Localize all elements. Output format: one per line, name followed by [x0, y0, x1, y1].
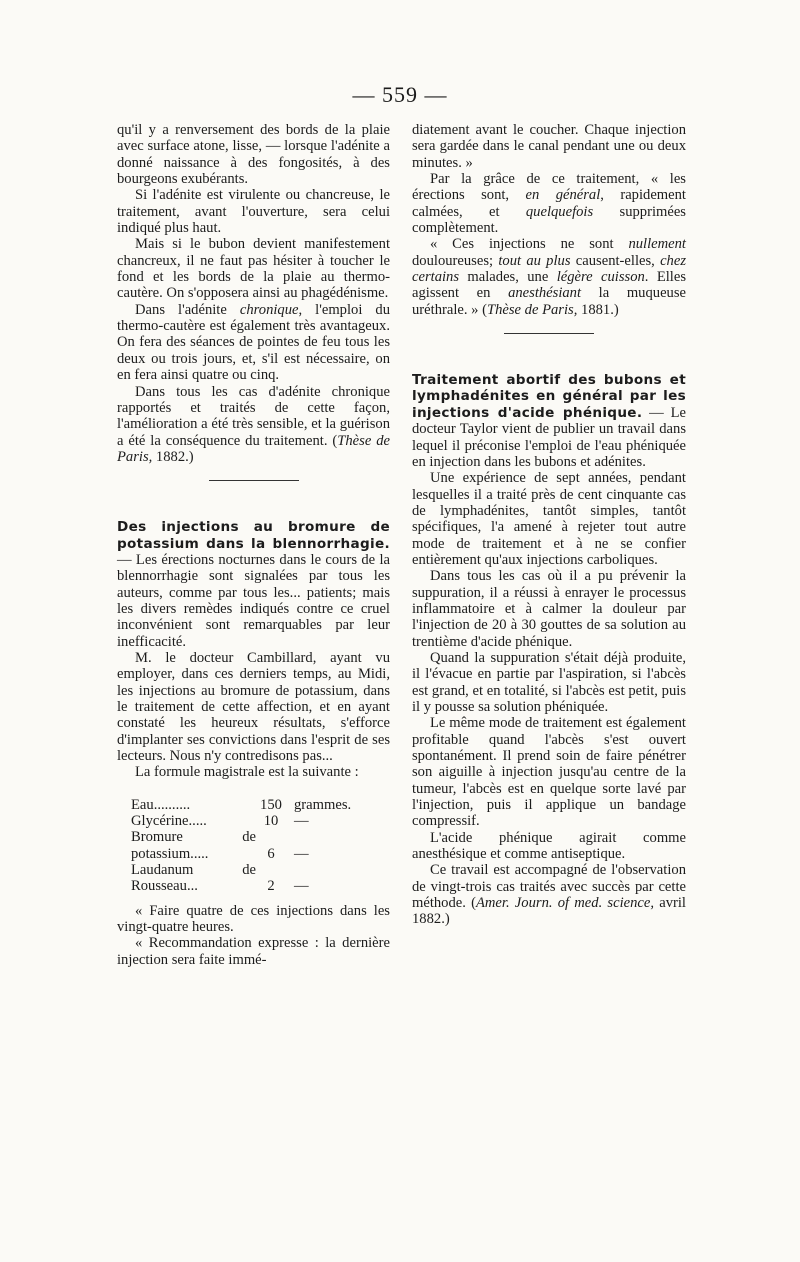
paragraph: M. le docteur Cambillard, ayant vu employer, dans ces derniers temps, au Midi, les injections au bromure de potassium, dans le traitement de cette affection, et en ayant constaté les heureux résultats, s'efforce d'implanter ses convictions dans l'esprit de ses lecteurs. Nous n'y contredisons pas...: [117, 649, 390, 765]
unit: —: [294, 845, 309, 862]
paragraph: Si l'adénite est virulente ou chancreuse, le traitement, avant l'ouverture, sera celui indiqué plus haut.: [117, 187, 390, 237]
paragraph: Dans tous les cas où il a pu prévenir la suppuration, il a réussi à enrayer le processus inflammatoire et à calmer la douleur par l'injection de 20 à 30 gouttes de sa solution au trentième d'acide phénique.: [412, 568, 686, 650]
paragraph: « Recommandation expresse : la dernière injection sera faite immé-: [117, 935, 390, 968]
paragraph: La formule magistrale est la suivante :: [135, 764, 359, 781]
section-heading: Des injections au bromure de potassium dans la blennorrhagie. — Les érections nocturnes dans le cours de la blennorrhagie sont signalées par tous les auteurs, comme par tous les... patients; mais les divers remèdes indiqués contre ce cruel inconvénient sont remarquables par leur inefficacité.: [117, 519, 390, 650]
ingredient: Glycérine.....: [131, 813, 207, 830]
section-divider: [504, 333, 594, 334]
paragraph: diatement avant le coucher. Chaque injection sera gardée dans le canal pendant une ou deux minutes. »: [412, 122, 686, 171]
paragraph: Une expérience de sept années, pendant lesquelles il a traité près de cent cinquante cas de lymphadénites, tantôt simples, tantôt spécifiques, l'a amené à rejeter tout autre mode de traitement et à ne se confier entièrement qu'aux injections carboliques.: [412, 470, 686, 568]
paragraph: Ce travail est accompagné de l'observation de vingt-trois cas traités avec succès par cette méthode. (Amer. Journ. of med. science, avril 1882.): [412, 862, 686, 928]
formula-row: [131, 862, 351, 895]
paragraph: Par la grâce de ce traitement, « les érections sont, en général, rapidement calmées, et quelquefois supprimées complètement.: [412, 171, 686, 237]
formula-table: [131, 797, 351, 895]
paragraph: L'acide phénique agirait comme anesthésique et comme antiseptique.: [412, 829, 686, 863]
formula-row: [131, 797, 351, 813]
unit: —: [294, 813, 309, 830]
paragraph: « Ces injections ne sont nullement douloureuses; tout au plus causent-elles, chez certains malades, une légère cuisson. Elles agissent en anesthésiant la muqueuse uréthrale. » (Thèse de Paris, 1881.): [412, 236, 687, 318]
paragraph: Dans tous les cas d'adénite chronique rapportés et traités de cette façon, l'amélioration a été très sensible, et la guérison a été la conséquence du traitement. (Thèse de Paris, 1882.): [117, 383, 390, 465]
paragraph: Quand la suppuration s'était déjà produite, il l'évacue en partie par l'aspiration, si l'abcès est grand, et en totalité, si l'abcès est petit, puis il y pousse sa solution phéniquée.: [412, 649, 686, 715]
page-number: — 559 —: [352, 82, 448, 107]
quantity: 150: [260, 796, 282, 813]
paragraph: qu'il y a renversement des bords de la plaie avec surface atone, lisse, — lorsque l'adénite a donné naissance à des fongosités, à des bourgeons exubérants.: [117, 122, 390, 188]
ingredient: Bromure de potassium.....: [131, 829, 256, 862]
quantity: 10: [263, 813, 279, 830]
quantity: 6: [267, 845, 275, 862]
ingredient: Eau..........: [131, 796, 191, 813]
paragraph: Mais si le bubon devient manifestement chancreux, il ne faut pas hésiter à toucher le fond et les bords de la plaie au thermo-cautère. On s'opposera ainsi au phagédénisme.: [117, 236, 390, 302]
paragraph: Dans l'adénite chronique, l'emploi du thermo-cautère est également très avantageux. On fera des séances de pointes de feu tous les deux ou trois jours, et, s'il est nécessaire, on en fera ainsi quatre ou cinq.: [117, 301, 390, 384]
section-divider: [209, 480, 299, 481]
section-heading: Traitement abortif des bubons et lymphadénites en général par les injections d'acide phénique. — Le docteur Taylor vient de publier un travail dans lequel il préconise l'emploi de l'eau phéniquée en injection dans les bubons et adénites.: [412, 372, 686, 470]
paragraph: « Faire quatre de ces injections dans les vingt-quatre heures.: [117, 902, 390, 936]
ingredient: Laudanum de Rousseau...: [131, 862, 256, 895]
formula-row: [131, 829, 351, 862]
unit: —: [294, 878, 309, 895]
left-column: [117, 122, 390, 968]
unit: grammes.: [294, 796, 352, 813]
paragraph: Le même mode de traitement est également profitable quand l'abcès s'est ouvert spontanément. Il prend soin de faire pénétrer son aiguille à injection jusqu'au centre de la tumeur, l'abcès est en quelque sorte lavé par l'injection, puis il applique un bandage compressif.: [412, 715, 686, 830]
right-column: [412, 122, 686, 928]
formula-row: [131, 813, 351, 829]
quantity: 2: [267, 878, 275, 895]
